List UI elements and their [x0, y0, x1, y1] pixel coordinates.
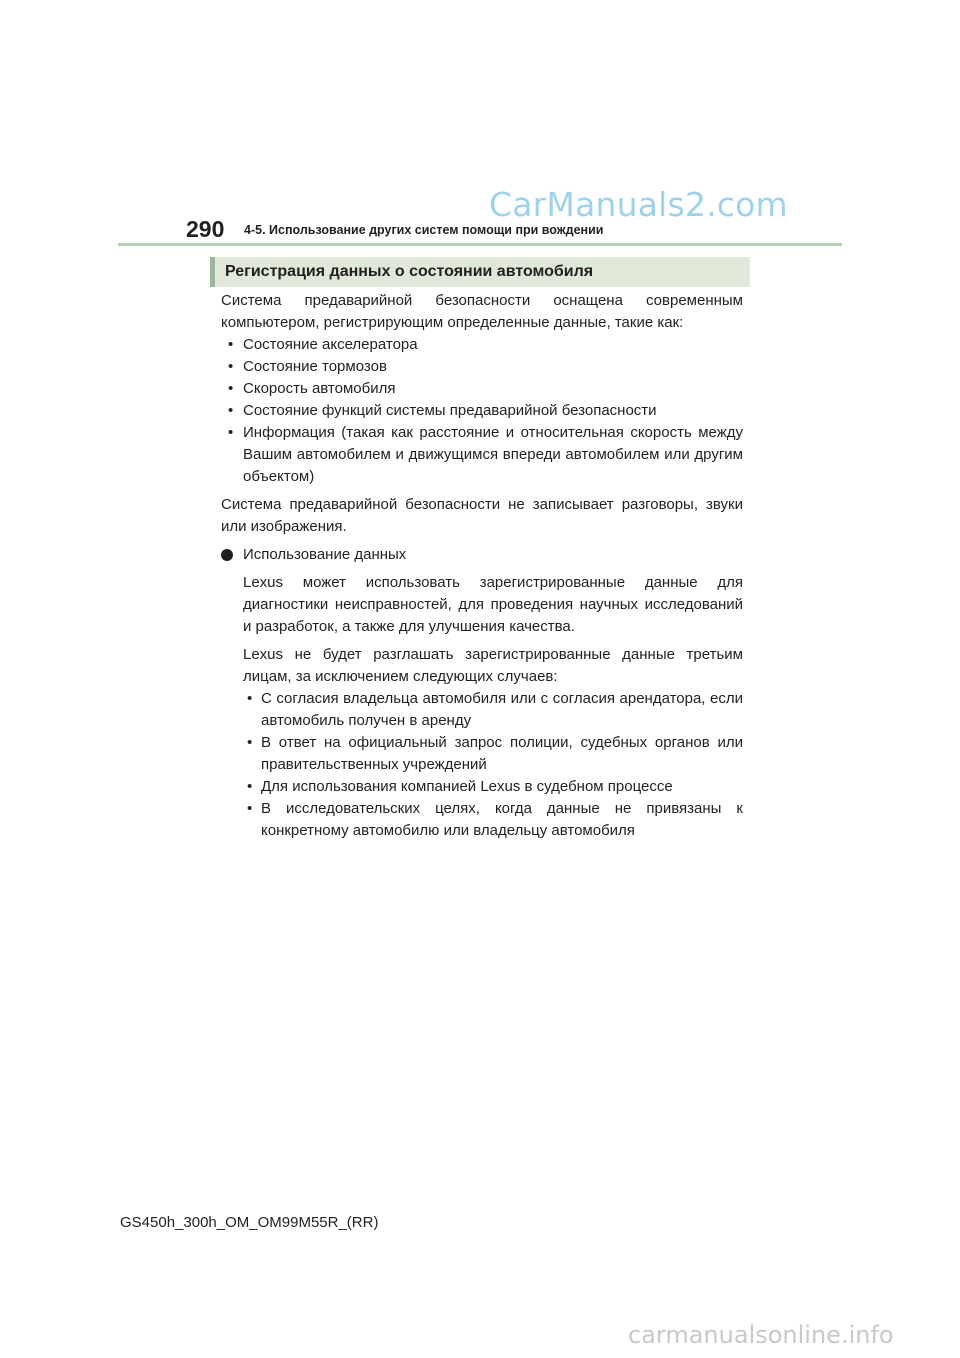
section-title-bar [210, 257, 750, 287]
list-item: • Состояние тормозов [221, 356, 743, 378]
list-item: • Скорость автомобиля [221, 378, 743, 400]
filled-circle-icon [221, 549, 233, 561]
page-number: 290 [186, 216, 225, 242]
note-paragraph: Система предаварийной безопасности не записывает разговоры, звуки или изображения. [221, 496, 743, 535]
recorded-data-list [221, 334, 743, 488]
header-divider [118, 243, 842, 246]
usage-heading [221, 544, 743, 566]
list-item: • Информация (такая как расстояние и относительная скорость между Вашим автомобилем и движущимся впереди автомобилем или другим объектом) [221, 422, 743, 488]
disclosure-paragraph: Lexus не будет разглашать зарегистрированные данные третьим лицам, за исключением следующих случаев: [243, 646, 743, 685]
usage-paragraph: Lexus может использовать зарегистрированные данные для диагностики неисправностей, для проведения научных исследований и разработок, а также для улучшения качества. [243, 574, 743, 635]
usage-block [221, 572, 743, 842]
section-content [221, 290, 743, 842]
list-item: • В исследовательских целях, когда данные не привязаны к конкретному автомобилю или владельцу автомобиля [243, 798, 743, 842]
intro-paragraph: Система предаварийной безопасности оснащена современным компьютером, регистрирующим определенные данные, такие как: [221, 292, 743, 331]
section-title: Регистрация данных о состоянии автомобиля [225, 263, 594, 280]
document-code: GS450h_300h_OM_OM99M55R_(RR) [120, 1214, 379, 1231]
exceptions-list [243, 688, 743, 842]
watermark-carmanuals2: CarManuals2.com [489, 185, 788, 224]
list-item: • Состояние функций системы предаварийной безопасности [221, 400, 743, 422]
section-path: 4-5. Использование других систем помощи при вождении [244, 223, 604, 237]
list-item: • В ответ на официальный запрос полиции, судебных органов или правительственных учреждений [243, 732, 743, 776]
list-item: • Состояние акселератора [221, 334, 743, 356]
list-item: • Для использования компанией Lexus в судебном процессе [243, 776, 743, 798]
list-item: • С согласия владельца автомобиля или с согласия арендатора, если автомобиль получен в аренду [243, 688, 743, 732]
usage-heading-text: Использование данных [243, 546, 407, 563]
watermark-carmanualsonline: carmanualsonline.info [628, 1321, 894, 1349]
